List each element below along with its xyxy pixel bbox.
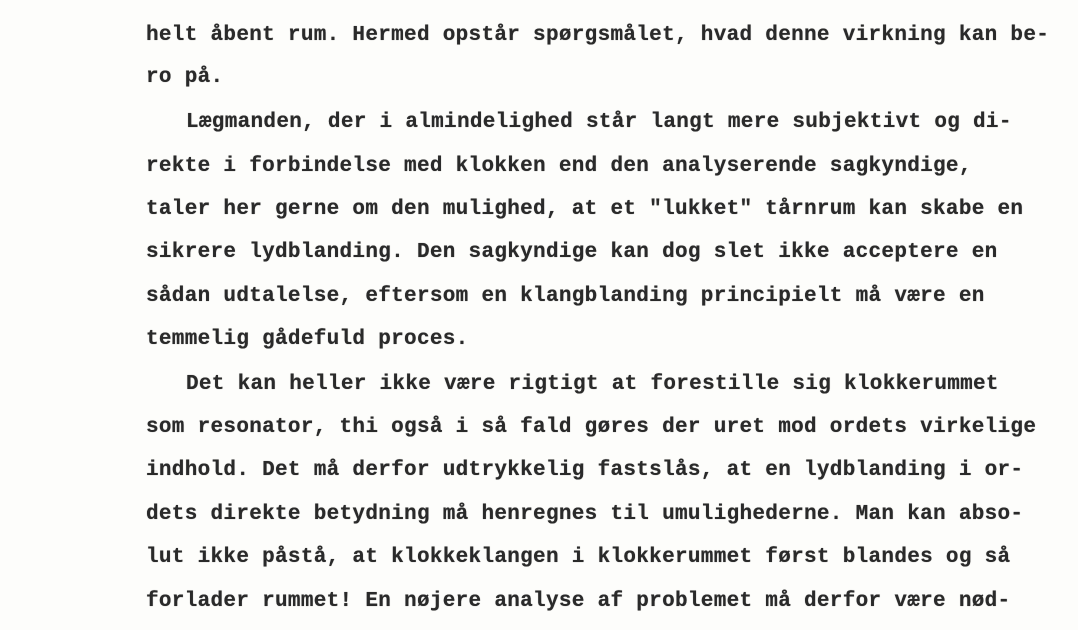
text-line-10: som resonator, thi også i så fald gøres der uret mod ordets virkelige [146, 416, 1037, 439]
text-line-9: Det kan heller ikke være rigtigt at forestille sig klokkerummet [186, 373, 999, 396]
text-line-5: taler her gerne om den mulighed, at et "lukket" tårnrum kan skabe en [146, 198, 1024, 221]
text-line-6: sikrere lydblanding. Den sagkyndige kan dog slet ikke acceptere en [146, 241, 998, 264]
text-line-11: indhold. Det må derfor udtrykkelig fastslås, at en lydblanding i or- [146, 459, 1024, 482]
text-line-13: lut ikke påstå, at klokkeklangen i klokkerummet først blandes og så [146, 546, 1011, 569]
text-line-3: Lægmanden, der i almindelighed står langt mere subjektivt og di- [186, 111, 1012, 134]
text-line-4: rekte i forbindelse med klokken end den analyserende sagkyndige, [146, 155, 972, 178]
text-line-2: ro på. [146, 66, 224, 89]
text-line-8: temmelig gådefuld proces. [146, 328, 469, 351]
text-line-12: dets direkte betydning må henregnes til umulighederne. Man kan abso- [146, 503, 1024, 526]
text-line-14: forlader rummet! En nøjere analyse af problemet må derfor være nød- [146, 590, 1011, 613]
text-line-1: helt åbent rum. Hermed opstår spørgsmålet, hvad denne virkning kan be- [146, 24, 1050, 47]
text-line-7: sådan udtalelse, eftersom en klangblanding principielt må være en [146, 285, 985, 308]
